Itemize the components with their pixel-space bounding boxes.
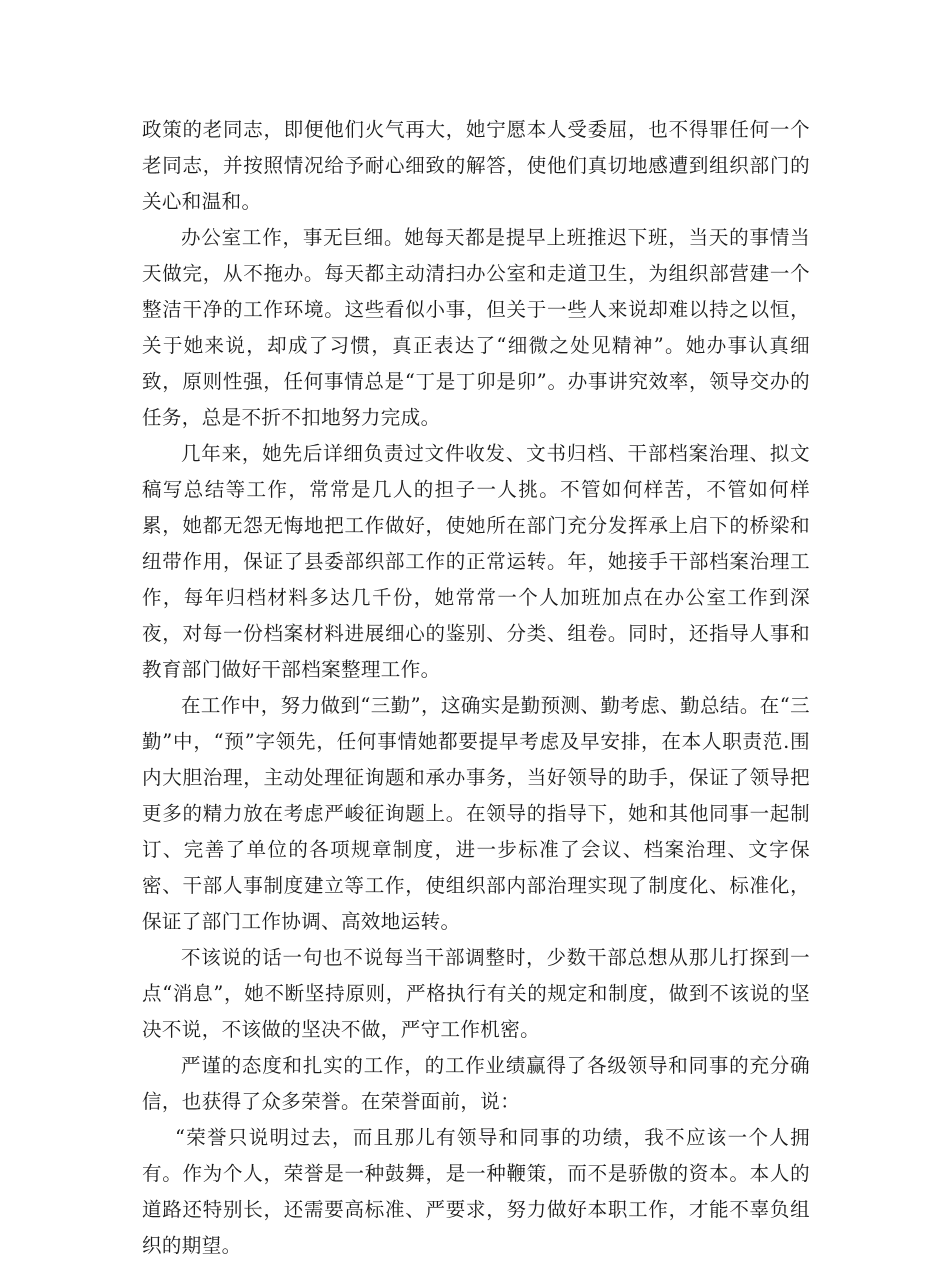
paragraph-5: 不该说的话一句也不说每当干部调整时，少数干部总想从那儿打探到一点“消息”，她不断坚持原则，严格执行有关的规定和制度，做到不该说的坚决不说，不该做的坚决不做，严守工作机密。 (142, 946, 810, 1041)
paragraph-4: 在工作中，努力做到“三勤”，这确实是勤预测、勤考虑、勤总结。在“三勤”中，“预”字领先，任何事情她都要提早考虑及早安排，在本人职责范.围内大胆治理，主动处理征询题和承办事务，当好领导的助手，保证了领导把更多的精力放在考虑严峻征询题上。在领导的指导下，她和其他同事一起制订、完善了单位的各项规章制度，进一步标准了会议、档案治理、文字保密、干部人事制度建立等工作，使组织部内部治理实现了制度化、标准化，保证了部门工作协调、高效地运转。 (142, 694, 810, 933)
paragraph-7-quote: “荣誉只说明过去，而且那儿有领导和同事的功绩，我不应该一个人拥有。作为个人，荣誉是一种鼓舞，是一种鞭策，而不是骄傲的资本。本人的道路还特别长，还需要高标准、严要求，努力做好本职工作，才能不辜负组织的期望。 (142, 1126, 810, 1257)
paragraph-2: 办公室工作，事无巨细。她每天都是提早上班推迟下班，当天的事情当天做完，从不拖办。每天都主动清扫办公室和走道卫生，为组织部营建一个整洁干净的工作环境。这些看似小事，但关于一些人来说却难以持之以恒，关于她来说，却成了习惯，真正表达了“细微之处见精神”。她办事认真细致，原则性强，任何事情总是“丁是丁卯是卯”。办事讲究效率，领导交办的任务，总是不折不扣地努力完成。 (142, 226, 810, 429)
paragraph-6: 严谨的态度和扎实的工作，的工作业绩赢得了各级领导和同事的充分确信，也获得了众多荣誉。在荣誉面前，说： (142, 1054, 810, 1113)
paragraph-3: 几年来，她先后详细负责过文件收发、文书归档、干部档案治理、拟文稿写总结等工作，常常是几人的担子一人挑。不管如何样苦，不管如何样累，她都无怨无悔地把工作做好，使她所在部门充分发挥承上启下的桥梁和纽带作用，保证了县委部织部工作的正常运转。年，她接手干部档案治理工作，每年归档材料多达几千份，她常常一个人加班加点在办公室工作到深夜，对每一份档案材料进展细心的鉴别、分类、组卷。同时，还指导人事和教育部门做好干部档案整理工作。 (142, 442, 810, 681)
paragraph-1: 政策的老同志，即便他们火气再大，她宁愿本人受委屈，也不得罪任何一个老同志，并按照情况给予耐心细致的解答，使他们真切地感遭到组织部门的关心和温和。 (142, 118, 810, 213)
document-page (142, 112, 810, 1264)
